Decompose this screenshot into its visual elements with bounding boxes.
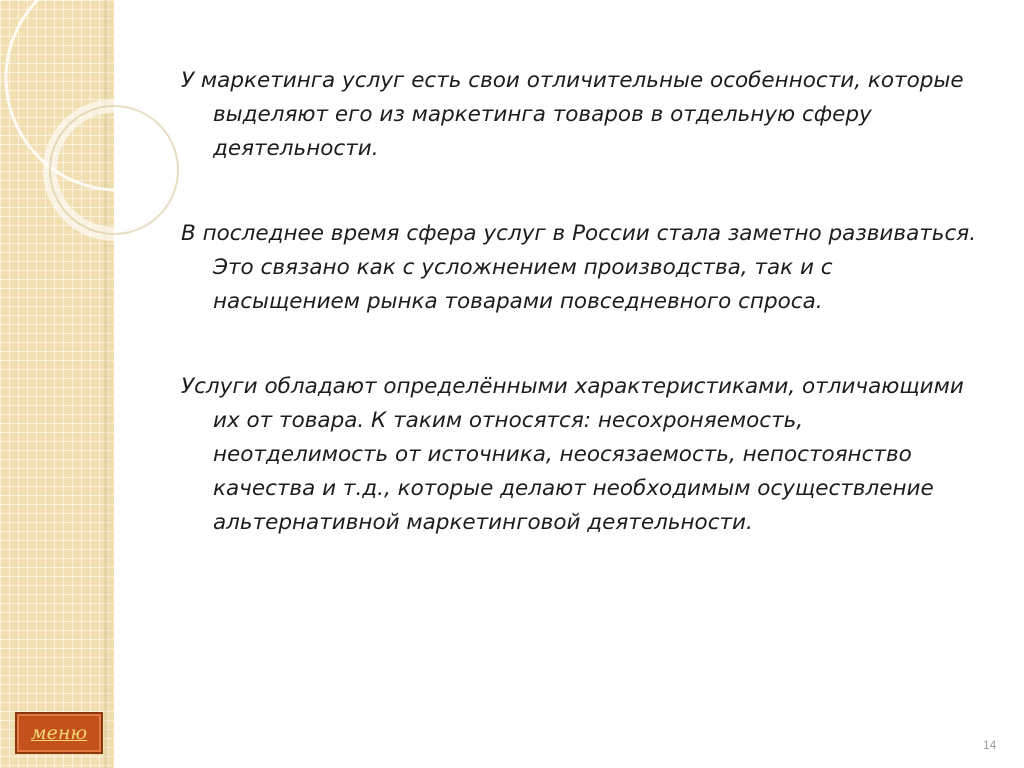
menu-button[interactable]	[15, 712, 103, 754]
menu-button-label: меню	[30, 722, 88, 744]
slide-text	[181, 64, 981, 591]
page-number: 14	[983, 738, 997, 752]
small-ring-outline	[50, 106, 178, 234]
paragraph-1: У маркетинга услуг есть свои отличительные особенности, которые выделяют его из маркетинга товаров в отдельную сферу деятельности.	[181, 68, 964, 161]
paragraph-2: В последнее время сфера услуг в России стала заметно развиваться. Это связано как с усложнением производства, так и с насыщением рынка товарами повседневного спроса.	[181, 221, 977, 314]
paragraph-3: Услуги обладают определёнными характеристиками, отличающими их от товара. К таким относятся: несохроняемость, неотделимость от источника, неосязаемость, непостоянство качества и т.д., которые делают необходимым осуществление альтернативной маркетинговой деятельности.	[181, 374, 964, 535]
